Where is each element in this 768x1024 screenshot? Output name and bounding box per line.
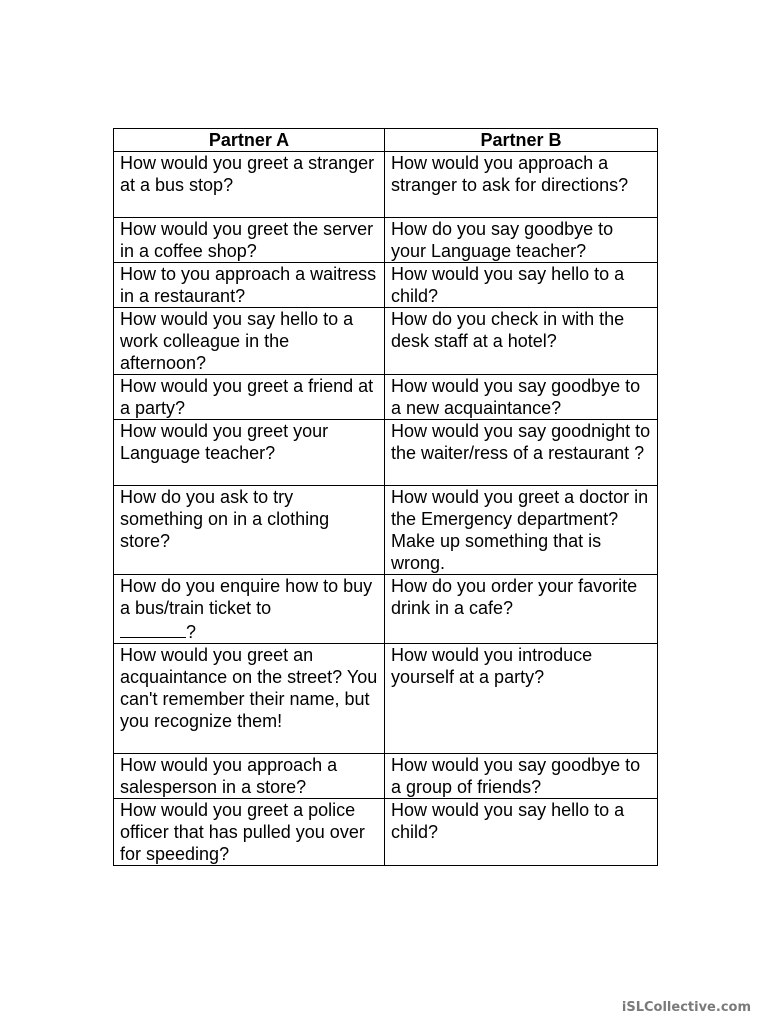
header-partner-a: Partner A — [114, 129, 385, 152]
partner-a-question: How would you say hello to a work colleague in the afternoon? — [114, 308, 385, 375]
partner-a-question: How would you greet a friend at a party? — [114, 375, 385, 420]
partner-a-question — [114, 575, 385, 644]
partner-a-question: How would you greet an acquaintance on the street? You can't remember their name, but you recognize them! — [114, 644, 385, 754]
table-row — [114, 152, 658, 218]
partner-questions-table — [113, 128, 658, 866]
partner-a-question-text: How do you enquire how to buy a bus/train ticket to — [120, 576, 373, 618]
partner-b-question: How would you approach a stranger to ask for directions? — [385, 152, 658, 218]
table-row — [114, 420, 658, 486]
table-row — [114, 575, 658, 644]
partner-a-question: How do you ask to try something on in a clothing store? — [114, 486, 385, 575]
table-row — [114, 218, 658, 263]
partner-b-question: How would you say hello to a child? — [385, 263, 658, 308]
table-row — [114, 375, 658, 420]
partner-b-question: How would you say goodbye to a new acquaintance? — [385, 375, 658, 420]
partner-a-question: How would you greet the server in a coffee shop? — [114, 218, 385, 263]
partner-a-question: How would you greet your Language teacher? — [114, 420, 385, 486]
table-row — [114, 263, 658, 308]
table-row — [114, 308, 658, 375]
answer-blank-line — [120, 619, 186, 638]
partner-b-question: How do you order your favorite drink in a cafe? — [385, 575, 658, 644]
partner-a-question: How would you greet a stranger at a bus stop? — [114, 152, 385, 218]
table-row — [114, 754, 658, 799]
table-row — [114, 486, 658, 575]
partner-b-question: How would you say hello to a child? — [385, 799, 658, 866]
partner-b-question: How would you say goodbye to a group of friends? — [385, 754, 658, 799]
partner-b-question: How would you say goodnight to the waiter/ress of a restaurant ? — [385, 420, 658, 486]
partner-a-question: How would you approach a salesperson in a store? — [114, 754, 385, 799]
partner-a-question: How would you greet a police officer that has pulled you over for speeding? — [114, 799, 385, 866]
header-partner-b: Partner B — [385, 129, 658, 152]
table-row — [114, 799, 658, 866]
partner-b-question: How do you check in with the desk staff at a hotel? — [385, 308, 658, 375]
header-row — [114, 129, 658, 152]
partner-b-question: How would you introduce yourself at a party? — [385, 644, 658, 754]
blank-question-mark: ? — [186, 622, 197, 642]
site-watermark: iSLCollective.com — [621, 1000, 751, 1015]
partner-a-question: How to you approach a waitress in a restaurant? — [114, 263, 385, 308]
partner-b-question: How do you say goodbye to your Language teacher? — [385, 218, 658, 263]
table-row — [114, 644, 658, 754]
partner-b-question: How would you greet a doctor in the Emergency department? Make up something that is wrong. — [385, 486, 658, 575]
